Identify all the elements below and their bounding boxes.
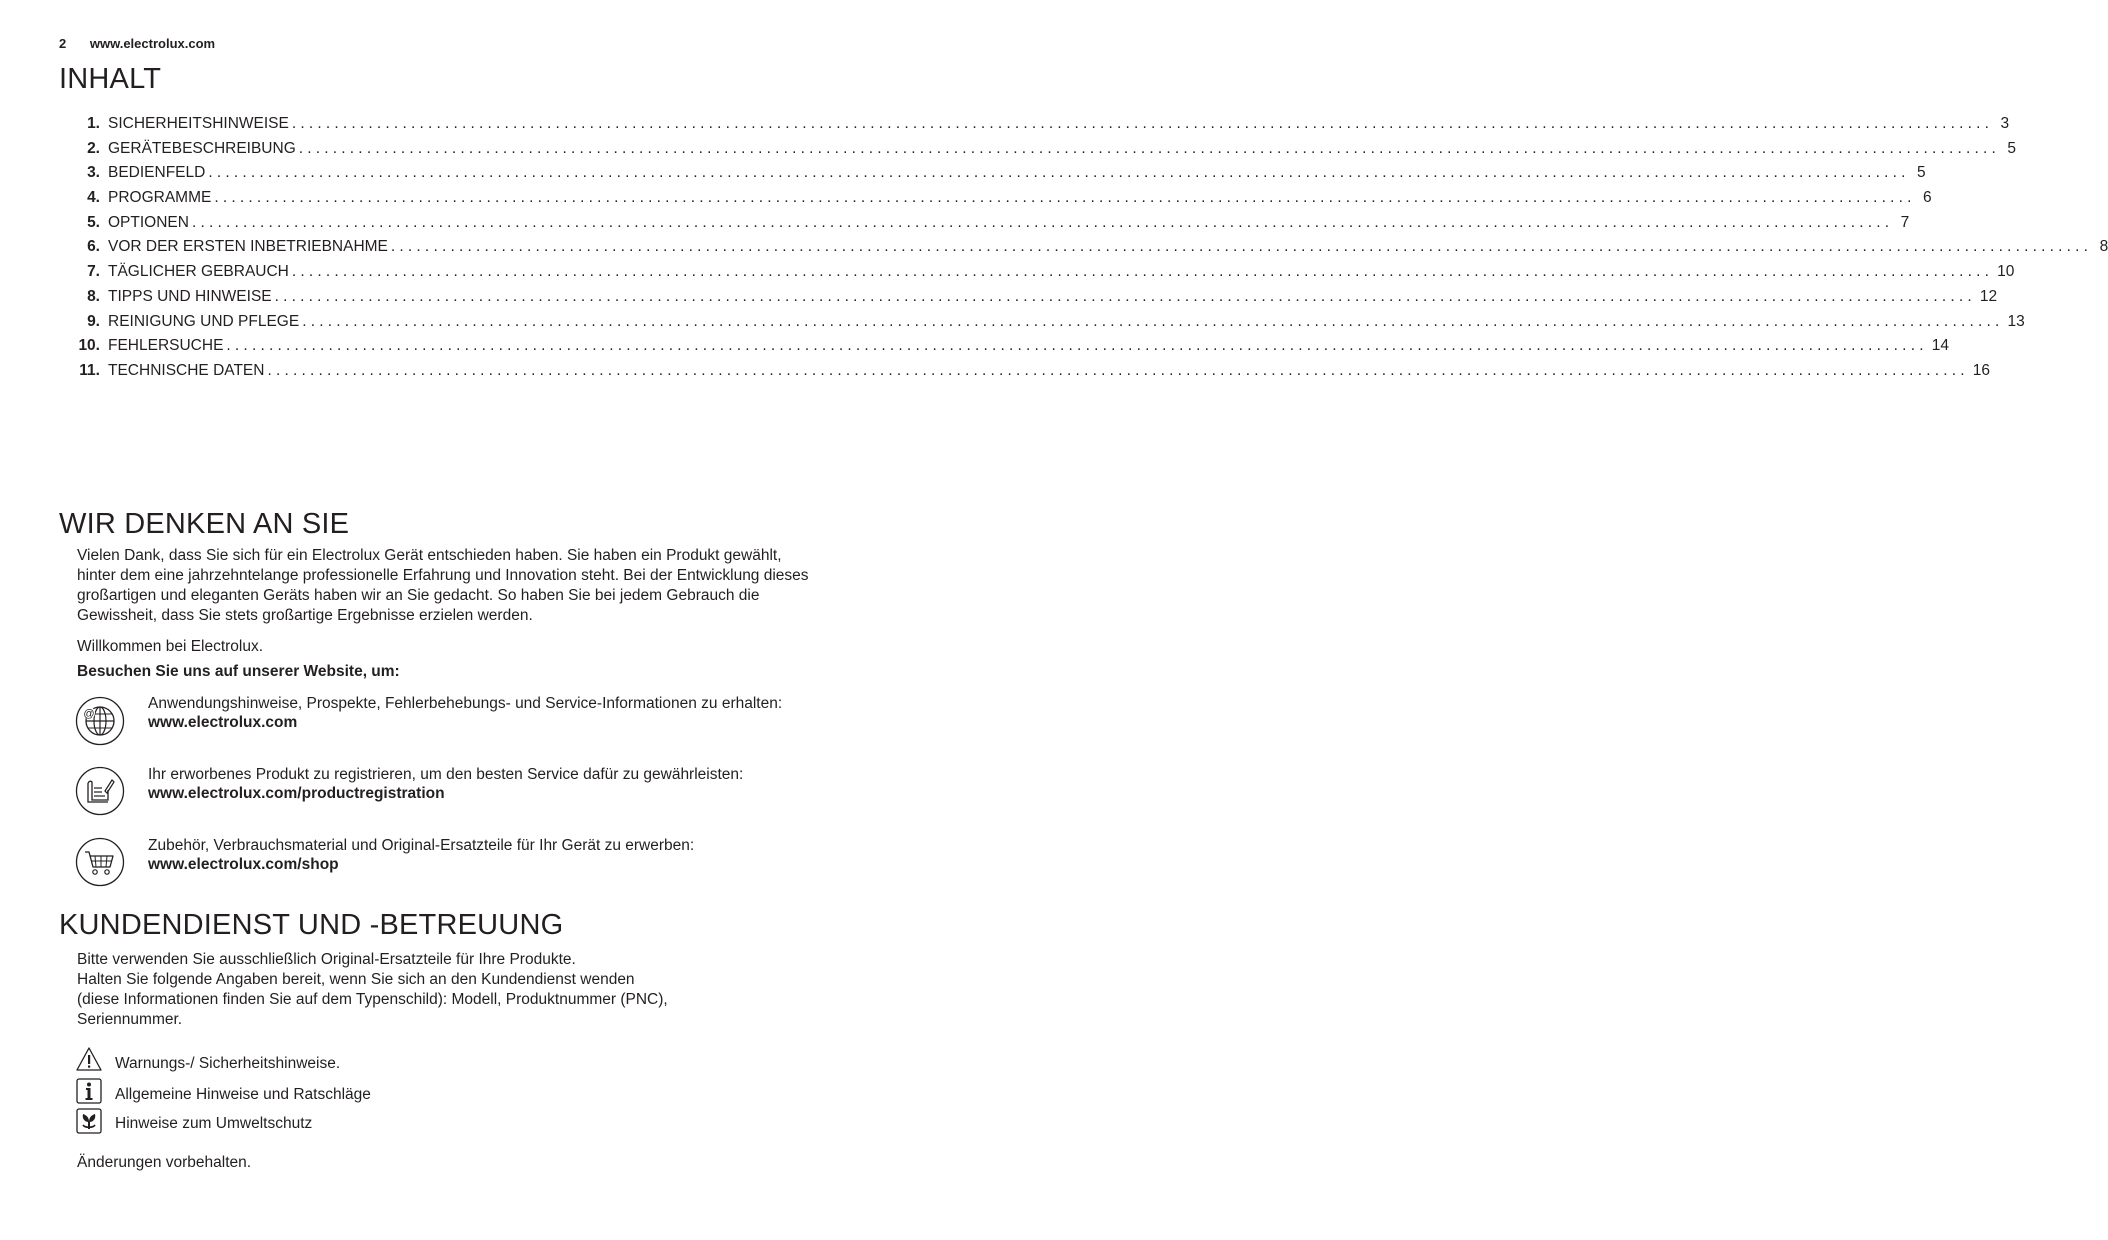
shopping-cart-icon — [75, 837, 125, 887]
toc-leader: ........................................................................................................................................................................................................ — [291, 115, 1994, 132]
legend-info-text: Allgemeine Hinweise und Ratschläge — [115, 1086, 371, 1103]
toc-item[interactable]: 10. FEHLERSUCHE ........................................................................................................................................................................................................ 14 — [78, 337, 1949, 355]
web-link-shop-text: Zubehör, Verbrauchsmaterial und Original-Ersatzteile für Ihr Gerät zu erwerben: — [148, 837, 695, 854]
toc-leader: ........................................................................................................................................................................................................ — [291, 263, 1994, 281]
web-link-info-text: Anwendungshinweise, Prospekte, Fehlerbehebungs- und Service-Informationen zu erhalten: — [148, 695, 783, 712]
svg-text:@: @ — [83, 708, 95, 720]
toc-item[interactable]: 1. SICHERHEITSHINWEISE ........................................................................................................................................................................................................ 3 — [87, 115, 2010, 132]
toc-item[interactable]: 9. REINIGUNG UND PFLEGE ........................................................................................................................................................................................................ 13 — [87, 312, 2025, 330]
table-of-contents — [59, 115, 2108, 387]
toc-leader: ........................................................................................................................................................................................................ — [191, 213, 1894, 231]
registration-form-icon — [75, 766, 125, 816]
thinking-heading: WIR DENKEN AN SIE — [59, 508, 350, 540]
header-website: www.electrolux.com — [89, 36, 216, 51]
page-header — [59, 36, 215, 51]
legend-environment-text: Hinweise zum Umweltschutz — [115, 1115, 313, 1132]
toc-leader: ........................................................................................................................................................................................................ — [274, 287, 1976, 305]
toc-item[interactable]: 7. TÄGLICHER GEBRAUCH ........................................................................................................................................................................................................ 10 — [87, 263, 2015, 281]
info-icon — [76, 1078, 102, 1104]
toc-leader: ........................................................................................................................................................................................................ — [226, 337, 1928, 355]
website-link[interactable]: www.electrolux.com — [148, 714, 298, 731]
service-line-1: Bitte verwenden Sie ausschließlich Original-Ersatzteile für Ihre Produkte. — [77, 951, 576, 968]
productregistration-link[interactable]: www.electrolux.com/productregistration — [148, 785, 445, 802]
globe-icon — [75, 696, 125, 746]
toc-leader: ........................................................................................................................................................................................................ — [214, 189, 1916, 207]
web-link-shop — [148, 836, 828, 874]
toc-leader: ........................................................................................................................................................................................................ — [302, 312, 2004, 330]
service-paragraph — [77, 950, 817, 1030]
toc-item[interactable]: 4. PROGRAMME ........................................................................................................................................................................................................ 6 — [87, 189, 1932, 207]
environment-icon — [76, 1108, 102, 1134]
service-heading: KUNDENDIENST UND -BETREUUNG — [59, 909, 564, 941]
toc-leader: ........................................................................................................................................................................................................ — [267, 361, 1969, 379]
warning-icon — [76, 1046, 102, 1072]
toc-item[interactable]: 3. BEDIENFELD ........................................................................................................................................................................................................ 5 — [87, 164, 1926, 182]
shop-link[interactable]: www.electrolux.com/shop — [148, 856, 339, 873]
toc-item[interactable]: 8. TIPPS UND HINWEISE ........................................................................................................................................................................................................ 12 — [87, 287, 1998, 305]
service-line-3: (diese Informationen finden Sie auf dem Typenschild): Modell, Produktnummer (PNC), Seriennummer. — [77, 991, 668, 1028]
welcome-text: Willkommen bei Electrolux. — [77, 638, 264, 655]
toc-item[interactable]: 2. GERÄTEBESCHREIBUNG ........................................................................................................................................................................................................ 5 — [87, 139, 2017, 157]
legend-warning-text: Warnungs-/ Sicherheitshinweise. — [115, 1055, 341, 1072]
toc-item[interactable]: 11. TECHNISCHE DATEN ........................................................................................................................................................................................................ 16 — [79, 361, 1990, 379]
page-number: 2 — [59, 36, 67, 51]
toc-leader: ........................................................................................................................................................................................................ — [390, 238, 2093, 256]
web-link-registration-text: Ihr erworbenes Produkt zu registrieren, um den besten Service dafür zu gewährleisten: — [148, 766, 744, 783]
web-link-registration — [148, 765, 828, 803]
intro-paragraph: Vielen Dank, dass Sie sich für ein Electrolux Gerät entschieden haben. Sie haben ein Produkt gewählt, hinter dem eine jahrzehntelange professionelle Erfahrung und Innovation steht. Bei der Entwicklung dieses großartigen und eleganten Geräts haben wir an Sie gedacht. So haben Sie bei jedem Gebrauch die Gewissheit, dass Sie stets großartige Ergebnisse erzielen werden. — [77, 547, 809, 624]
visit-label: Besuchen Sie uns auf unserer Website, um: — [77, 663, 400, 680]
toc-item[interactable]: 6. VOR DER ERSTEN INBETRIEBNAHME ........................................................................................................................................................................................................ 8 — [87, 238, 2108, 256]
toc-heading: INHALT — [59, 63, 162, 95]
footer-note: Änderungen vorbehalten. — [77, 1154, 252, 1171]
service-line-2: Halten Sie folgende Angaben bereit, wenn Sie sich an den Kundendienst wenden — [77, 971, 635, 988]
toc-item[interactable]: 5. OPTIONEN ........................................................................................................................................................................................................ 7 — [87, 213, 1910, 231]
web-link-info — [148, 694, 828, 732]
toc-leader: ........................................................................................................................................................................................................ — [298, 139, 2001, 157]
toc-leader: ........................................................................................................................................................................................................ — [208, 164, 1910, 182]
